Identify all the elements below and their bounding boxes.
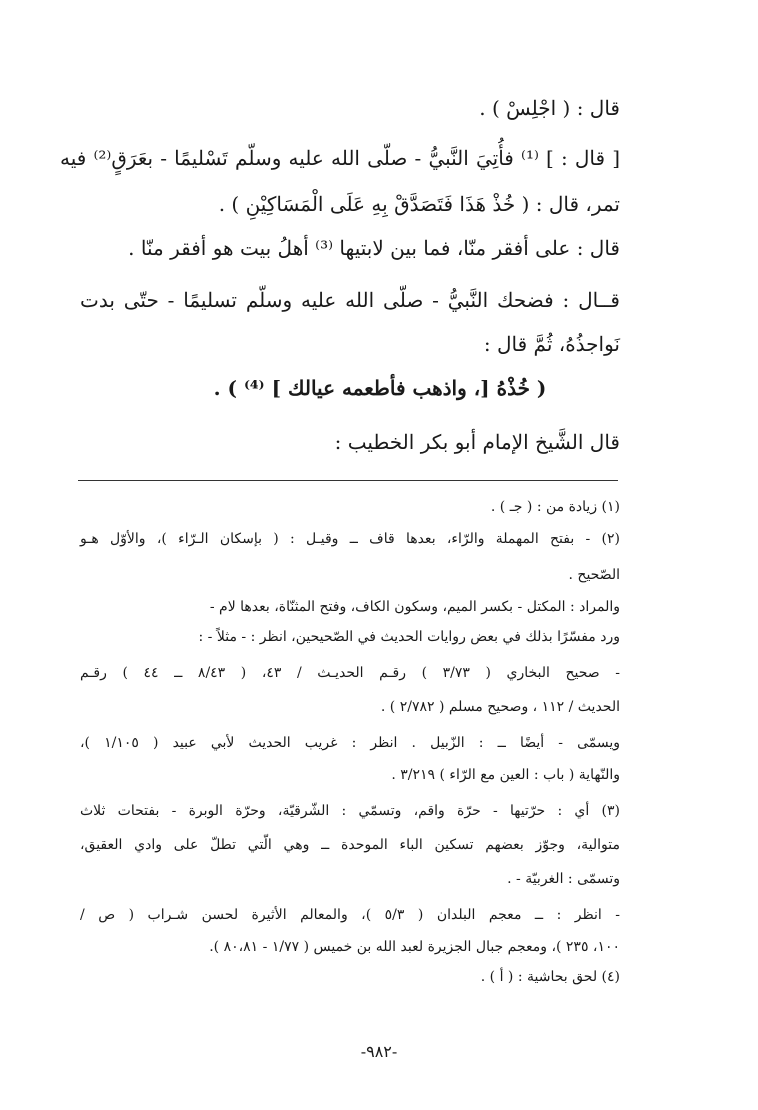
footnote-line: ويسمّى - أيضًا ــ : الزّبيل . انظر : غريب الحديث لأبي عبيد ( ١/١٠٥ )، <box>80 735 620 751</box>
body-line: قال : ( اجْلِسْ ) . <box>479 96 620 120</box>
body-line: قال الشَّيخ الإمام أبو بكر الخطيب : <box>334 430 620 454</box>
footnote-line: الصّحيح . <box>568 567 620 583</box>
footnote-line: (١) زيادة من : ( جـ ) . <box>490 499 620 515</box>
footnote-line: (٤) لحق بحاشية : ( أ ) . <box>480 969 620 985</box>
footnote-line: الحديث / ١١٢ ، وصحيح مسلم ( ٢/٧٨٢ ) . <box>380 699 620 715</box>
footnote-line: (٢) - بفتح المهملة والرّاء، بعدها قاف ــ وقيـل : ( بإسكان الـرّاء )، والأوّل هـو <box>80 531 620 547</box>
footnote-line: متوالية، وجوّز بعضهم تسكين الباء الموحدة ــ وهي الّتي تطلّ على وادي العقيق، <box>80 837 620 853</box>
body-line: [ قال : ] ⁽¹⁾ فأُتِيَ النَّبيُّ - صلّى الله عليه وسلّم تَسْليمًا - بعَرَقٍ⁽²⁾ فيه <box>60 146 620 170</box>
body-line: نَواجذُهُ، ثُمَّ قال : <box>483 332 620 356</box>
footnote-line: (٣) أي : حرّتيها - حرّة واقم، وتسمّي : الشّرقيّة، وحرّة الوبرة - بفتحات ثلاث <box>80 803 620 819</box>
body-line: قال : على أفقر منّا، فما بين لابتيها ⁽³⁾ أهلُ بيت هو أفقر منّا . <box>128 236 620 260</box>
footnote-line: والنّهاية ( باب : العين مع الرّاء ) ٣/٢١٩ . <box>391 767 620 783</box>
footnote-divider <box>78 480 618 481</box>
footnote-line: ورد مفسّرًا بذلك في بعض روايات الحديث في الصّحيحين، انظر : - مثلاً - : <box>198 629 620 645</box>
footnote-line: ١٠٠، ٢٣٥ )، ومعجم جبال الجزيرة لعبد الله بن خميس ( ١/٧٧ - ٨٠،٨١ ). <box>209 939 620 955</box>
footnote-line: - صحيح البخاري ( ٣/٧٣ ) رقـم الحديـث / ٤٣، ( ٨/٤٣ ــ ٤٤ ) رقـم <box>80 665 620 681</box>
footnote-line: وتسمّى : الغربيّة - . <box>507 871 620 887</box>
footnote-line: - انظر : ــ معجم البلدان ( ٥/٣ )، والمعالم الأثيرة لحسن شـراب ( ص / <box>80 907 620 923</box>
body-line: تمر، قال : ( خُذْ هَذَا فَتَصَدَّقْ بِهِ عَلَى الْمَسَاكِيْنِ ) . <box>218 192 620 216</box>
page-number: -٩٨٢- <box>360 1042 398 1061</box>
footnote-line: والمراد : المكتل - بكسر الميم، وسكون الكاف، وفتح المثنّاة، بعدها لام - <box>209 599 620 615</box>
body-line: قــال : فضحك النَّبيُّ - صلّى الله عليه وسلّم تسليمًا - حتّى بدت <box>80 288 620 312</box>
body-line: ( خُذْهُ [، واذهب فأطعمه عيالك ] ⁽⁴⁾ ) . <box>213 376 547 400</box>
